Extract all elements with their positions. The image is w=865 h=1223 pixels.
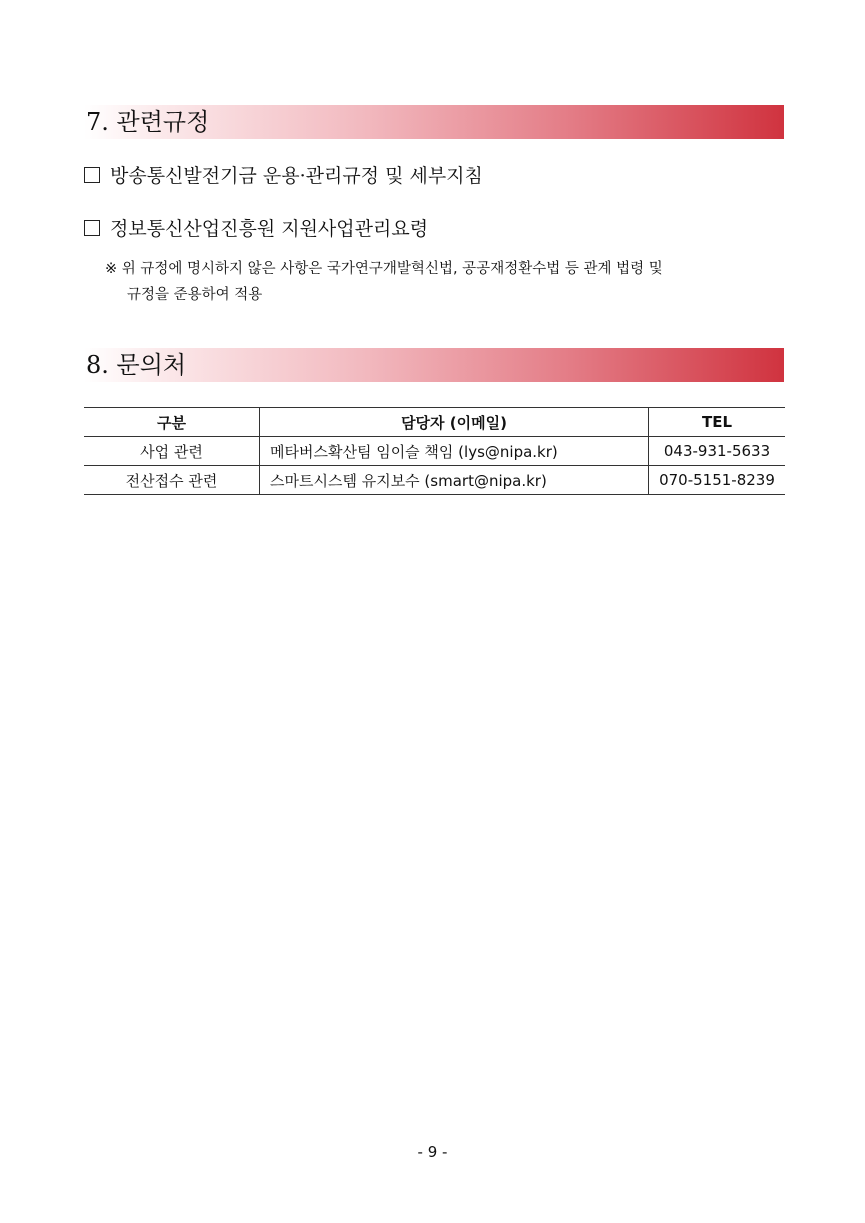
- regulation-item-1-text: 방송통신발전기금 운용·관리규정 및 세부지침: [110, 165, 483, 187]
- regulation-note-line-1: ※ 위 규정에 명시하지 않은 사항은 국가연구개발혁신법, 공공재정환수법 등 관계 법령 및: [105, 261, 663, 277]
- header-tel: TEL: [701, 413, 733, 431]
- header-contact-person: 담당자 (이메일): [260, 408, 649, 437]
- table-row: [84, 466, 785, 495]
- cell-contact-person: 스마트시스템 유지보수 (smart@nipa.kr): [260, 466, 649, 495]
- page-number: - 9 -: [417, 1143, 448, 1161]
- section-8-header: [84, 348, 784, 382]
- section-7-title: 7. 관련규정: [86, 108, 210, 136]
- section-7-header: [84, 105, 784, 139]
- cell-tel: 070-5151-8239: [659, 471, 775, 489]
- section-8-title: 8. 문의처: [86, 351, 187, 379]
- table-row: [84, 437, 785, 466]
- regulation-item-2-text: 정보통신산업진흥원 지원사업관리요령: [110, 218, 429, 240]
- regulation-item-1: [84, 163, 483, 189]
- regulation-note: [105, 256, 785, 308]
- section-header-band: [84, 348, 784, 382]
- square-bullet-icon: [84, 220, 100, 236]
- cell-contact-person: 메타버스확산팀 임이슬 책임 (lys@nipa.kr): [260, 437, 649, 466]
- cell-tel: 043-931-5633: [663, 442, 771, 460]
- contact-table-header-row: [84, 408, 785, 437]
- header-category: 구분: [84, 408, 260, 437]
- regulation-note-line-2: 규정을 준용하여 적용: [127, 287, 263, 303]
- contact-table: [84, 407, 785, 495]
- cell-category: 전산접수 관련: [84, 466, 260, 495]
- regulation-item-2: [84, 216, 428, 242]
- square-bullet-icon: [84, 167, 100, 183]
- cell-category: 사업 관련: [84, 437, 260, 466]
